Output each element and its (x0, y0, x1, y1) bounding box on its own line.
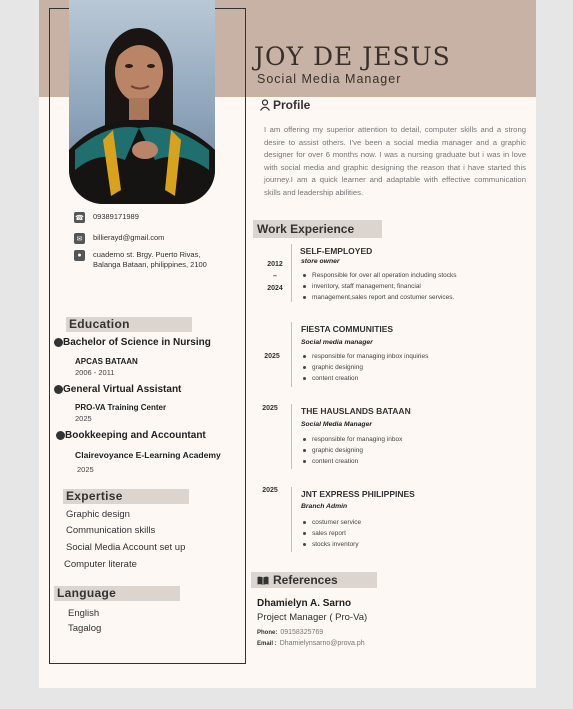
job-date: 2025 (264, 353, 280, 360)
job-bullet: content creation (302, 373, 428, 384)
job-bullets (302, 270, 457, 303)
location-pin-icon: ● (74, 250, 85, 261)
bullet-dot (56, 431, 65, 440)
work-experience-heading: Work Experience (253, 220, 382, 238)
education-school: PRO-VA Training Center (75, 403, 167, 412)
reference-email: Email : Dhamielynsarno@prova.ph (257, 640, 365, 647)
book-icon (257, 576, 269, 585)
job-bullet: inventory, staff management, financial (302, 281, 457, 292)
education-title: General Virtual Assistant (63, 384, 182, 395)
job-date: 2025 (262, 405, 278, 412)
reference-phone: Phone: 09158325769 (257, 629, 324, 636)
timeline-line (291, 487, 292, 552)
job-role: Social media manager (301, 339, 373, 346)
education-years: 2025 (77, 465, 94, 474)
education-title: Bookkeeping and Accountant (65, 430, 206, 441)
timeline-line (291, 404, 292, 469)
job-bullet: responsible for managing inbox inquiries (302, 351, 428, 362)
contact-email: ✉ billierayd@gmail.com (74, 233, 164, 244)
job-bullet: Responsible for over all operation including stocks (302, 270, 457, 281)
education-heading: Education (66, 317, 192, 332)
references-heading: References (251, 572, 377, 588)
job-bullets (302, 434, 402, 467)
education-years: 2006 - 2011 (75, 368, 115, 377)
language-heading: Language (54, 586, 180, 601)
education-title: Bachelor of Science in Nursing (63, 337, 211, 348)
job-company: THE HAUSLANDS BATAAN (301, 406, 411, 416)
job-role: store owner (301, 258, 340, 265)
phone-icon: ☎ (74, 212, 85, 223)
bullet-dot (54, 338, 63, 347)
profile-photo (69, 0, 215, 204)
expertise-heading: Expertise (63, 489, 189, 504)
timeline-line (291, 322, 292, 387)
education-school: APCAS BATAAN (75, 357, 138, 366)
job-date: 2012 – 2024 (267, 261, 283, 292)
reference-role: Project Manager ( Pro-Va) (257, 612, 368, 623)
profile-heading: Profile (259, 98, 310, 112)
bullet-dot (54, 385, 63, 394)
language-item: English (68, 608, 100, 619)
job-date: 2025 (262, 487, 278, 494)
education-school: Clairevoyance E-Learning Academy (75, 450, 221, 460)
job-bullet: stocks inventory (302, 539, 361, 550)
job-role: Social Media Manager (301, 421, 373, 428)
candidate-role: Social Media Manager (257, 72, 402, 86)
job-bullet: graphic designing (302, 362, 428, 373)
job-role: Branch Admin (301, 503, 348, 510)
job-company: SELF-EMPLOYED (300, 246, 373, 256)
job-bullet: sales report (302, 528, 361, 539)
address-line-1: cuaderno st. Brgy. Puerto Rivas, (93, 250, 201, 259)
contact-phone: ☎ 09389171989 (75, 212, 139, 222)
candidate-name: JOY DE JESUS (254, 42, 451, 71)
expertise-item: Graphic design (66, 509, 130, 520)
job-bullet: responsible for managing inbox (302, 434, 402, 445)
envelope-icon: ✉ (74, 233, 85, 244)
job-company: JNT EXPRESS PHILIPPINES (301, 489, 415, 499)
expertise-item: Social Media Account set up (66, 542, 186, 553)
resume-page (39, 0, 536, 688)
job-bullet: content creation (302, 456, 402, 467)
contact-address (74, 250, 207, 270)
expertise-item: Communication skills (66, 525, 156, 536)
person-icon (259, 99, 271, 111)
profile-text: I am offering my superior attention to detail, computer skills and a strong desire to assist others. I've been a social media manager and a graphic designer for over 6 months now. I was a nursing graduate but i was in love with social media and graphic designing the reason that i have started this journey.I am a quick learner and adaptable with effective communication skills and leadership abilities. (264, 125, 526, 197)
education-years: 2025 (75, 414, 92, 423)
address-line-2: Balanga Bataan, philippines, 2100 (93, 260, 207, 269)
expertise-item: Computer literate (64, 559, 137, 570)
job-bullet: graphic designing (302, 445, 402, 456)
reference-name: Dhamielyn A. Sarno (257, 598, 352, 609)
job-bullet: costumer service (302, 517, 361, 528)
timeline-line (291, 244, 292, 302)
job-company: FIESTA COMMUNITIES (301, 324, 394, 334)
job-bullet: management,sales report and costumer services. (302, 292, 457, 303)
job-bullets (302, 351, 428, 384)
job-bullets (302, 517, 361, 550)
language-item: Tagalog (68, 623, 102, 634)
